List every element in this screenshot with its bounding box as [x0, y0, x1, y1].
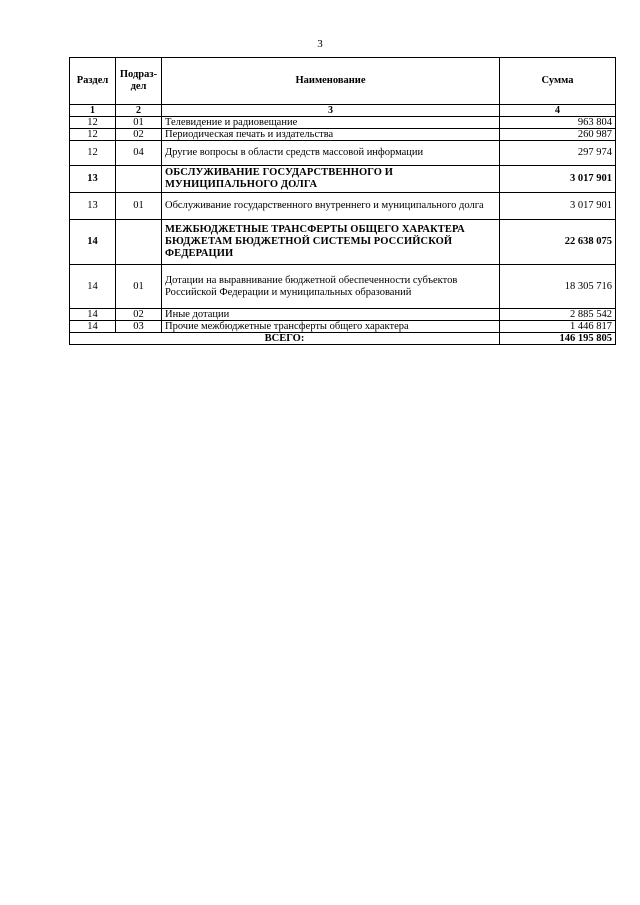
- column-number: 1: [70, 105, 116, 117]
- cell-name: Периодическая печать и издательства: [162, 129, 500, 141]
- cell-sum: 2 885 542: [500, 309, 616, 321]
- column-number: 4: [500, 105, 616, 117]
- header-summa: Сумма: [500, 58, 616, 105]
- cell-podrazdel: 01: [116, 117, 162, 129]
- cell-razdel: 13: [70, 166, 116, 193]
- column-number-row: [70, 105, 616, 117]
- cell-razdel: 14: [70, 321, 116, 333]
- cell-name: Другие вопросы в области средств массовой информации: [162, 141, 500, 166]
- cell-razdel: 12: [70, 129, 116, 141]
- cell-sum: 3 017 901: [500, 193, 616, 220]
- cell-podrazdel: 04: [116, 141, 162, 166]
- column-number: 3: [162, 105, 500, 117]
- cell-podrazdel: 02: [116, 129, 162, 141]
- cell-name: ОБСЛУЖИВАНИЕ ГОСУДАРСТВЕННОГО И МУНИЦИПАЛЬНОГО ДОЛГА: [162, 166, 500, 193]
- cell-name: Иные дотации: [162, 309, 500, 321]
- header-razdel: Раздел: [70, 58, 116, 105]
- page-number: 3: [317, 38, 323, 50]
- total-sum: 146 195 805: [500, 333, 616, 345]
- cell-razdel: 14: [70, 220, 116, 265]
- cell-razdel: 13: [70, 193, 116, 220]
- cell-sum: 260 987: [500, 129, 616, 141]
- cell-name: Прочие межбюджетные трансферты общего характера: [162, 321, 500, 333]
- cell-razdel: 12: [70, 141, 116, 166]
- total-label: ВСЕГО:: [70, 333, 500, 345]
- table-row-section: [70, 166, 616, 193]
- table-row-section: [70, 220, 616, 265]
- table-total-row: [70, 333, 616, 345]
- cell-sum: 22 638 075: [500, 220, 616, 265]
- table-row: [70, 193, 616, 220]
- cell-podrazdel: 02: [116, 309, 162, 321]
- cell-podrazdel: 03: [116, 321, 162, 333]
- budget-table: [69, 57, 616, 345]
- table-row: [70, 129, 616, 141]
- table-row: [70, 321, 616, 333]
- cell-podrazdel: [116, 166, 162, 193]
- cell-podrazdel: 01: [116, 193, 162, 220]
- cell-name: Дотации на выравнивание бюджетной обеспеченности субъектов Российской Федерации и муниципальных образований: [162, 265, 500, 309]
- cell-razdel: 12: [70, 117, 116, 129]
- cell-razdel: 14: [70, 309, 116, 321]
- cell-sum: 963 804: [500, 117, 616, 129]
- cell-sum: 3 017 901: [500, 166, 616, 193]
- cell-name: Телевидение и радиовещание: [162, 117, 500, 129]
- cell-razdel: 14: [70, 265, 116, 309]
- cell-podrazdel: [116, 220, 162, 265]
- table-row: [70, 141, 616, 166]
- header-naimenovanie: Наименование: [162, 58, 500, 105]
- cell-sum: 1 446 817: [500, 321, 616, 333]
- table-header-row: [70, 58, 616, 105]
- table-row: [70, 265, 616, 309]
- table-row: [70, 117, 616, 129]
- cell-podrazdel: 01: [116, 265, 162, 309]
- cell-sum: 297 974: [500, 141, 616, 166]
- header-podrazdel: Подраз-дел: [116, 58, 162, 105]
- cell-sum: 18 305 716: [500, 265, 616, 309]
- column-number: 2: [116, 105, 162, 117]
- table-row: [70, 309, 616, 321]
- cell-name: Обслуживание государственного внутреннего и муниципального долга: [162, 193, 500, 220]
- cell-name: МЕЖБЮДЖЕТНЫЕ ТРАНСФЕРТЫ ОБЩЕГО ХАРАКТЕРА БЮДЖЕТАМ БЮДЖЕТНОЙ СИСТЕМЫ РОССИЙСКОЙ ФЕДЕРАЦИИ: [162, 220, 500, 265]
